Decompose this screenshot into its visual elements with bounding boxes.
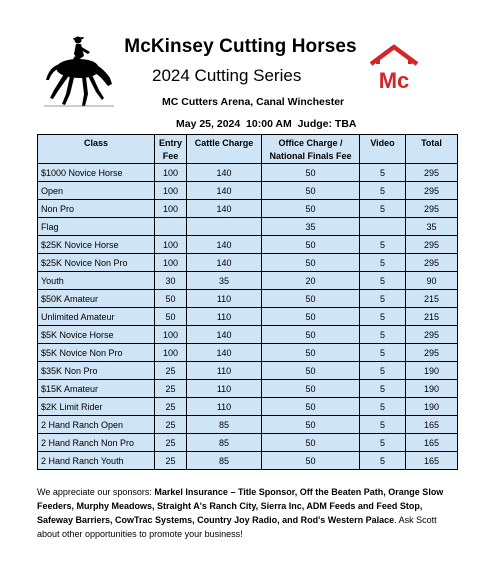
cell-cattle: 140 [187,344,262,362]
table-row [38,218,458,236]
cell-office: 50 [262,254,360,272]
cell-total: 190 [406,380,458,398]
sponsors-outro: . Ask Scott about other opportunities to promote your business! [37,515,437,539]
table-row [38,200,458,218]
sponsors-list: Markel Insurance – Title Sponsor, Off the Beaten Path, Orange Slow Feeders, Murphy Meadows, Straight A's Ranch City, Sierra Inc, ADM Feeds and Feed Stop, Safeway Barriers, CowTrac Systems, Country Joy Radio, and Rod's Western Palace [37,487,444,525]
cell-video: 5 [360,362,406,380]
table-row [38,452,458,470]
cell-cattle: 110 [187,380,262,398]
cell-office: 50 [262,308,360,326]
cell-total: 190 [406,398,458,416]
table-row [38,398,458,416]
cell-office: 50 [262,182,360,200]
cell-class: $1000 Novice Horse [38,164,155,182]
header-video: Video [360,135,406,164]
cell-cattle: 140 [187,200,262,218]
sponsors-intro: We appreciate our sponsors: [37,487,155,497]
cell-office: 50 [262,380,360,398]
cell-office: 50 [262,326,360,344]
cell-entry: 100 [155,164,187,182]
cell-video: 5 [360,200,406,218]
header-office-charge: Office Charge / National Finals Fee [262,135,360,164]
date-judge-line: May 25, 2024 10:00 AM Judge: TBA [176,118,357,130]
header-class: Class [38,135,155,164]
cell-class: 2 Hand Ranch Youth [38,452,155,470]
cell-video: 5 [360,308,406,326]
cell-cattle: 110 [187,308,262,326]
cell-class: $35K Non Pro [38,362,155,380]
table-row [38,182,458,200]
cell-video: 5 [360,182,406,200]
cell-class: $2K Limit Rider [38,398,155,416]
cell-cattle: 35 [187,272,262,290]
cell-entry: 25 [155,452,187,470]
cell-video: 5 [360,344,406,362]
cell-video: 5 [360,290,406,308]
mc-logo-text: Mc [378,68,410,93]
mc-barn-logo-icon [368,44,420,94]
cell-entry [155,218,187,236]
cell-entry: 100 [155,254,187,272]
cell-office: 50 [262,164,360,182]
cell-total: 165 [406,416,458,434]
header-entry-fee: Entry Fee [155,135,187,164]
table-row [38,254,458,272]
cell-class: $50K Amateur [38,290,155,308]
cell-cattle: 140 [187,326,262,344]
table-row [38,344,458,362]
cell-class: Non Pro [38,200,155,218]
cell-cattle: 85 [187,416,262,434]
cell-total: 35 [406,218,458,236]
header-total: Total [406,135,458,164]
cell-entry: 25 [155,362,187,380]
table-row [38,362,458,380]
cell-class: $15K Amateur [38,380,155,398]
cell-video: 5 [360,452,406,470]
cell-video: 5 [360,326,406,344]
cell-class: $5K Novice Horse [38,326,155,344]
cell-total: 215 [406,290,458,308]
header-cattle-charge: Cattle Charge [187,135,262,164]
cell-class: Unlimited Amateur [38,308,155,326]
cell-entry: 100 [155,200,187,218]
cell-video: 5 [360,254,406,272]
cell-video: 5 [360,164,406,182]
cell-cattle: 140 [187,182,262,200]
cell-total: 295 [406,182,458,200]
cell-total: 295 [406,236,458,254]
cell-office: 20 [262,272,360,290]
cell-office: 50 [262,362,360,380]
table-row [38,380,458,398]
venue-line: MC Cutters Arena, Canal Winchester [162,96,345,108]
cell-entry: 100 [155,344,187,362]
series-subtitle: 2024 Cutting Series [152,66,302,85]
cell-total: 295 [406,344,458,362]
table-row [38,416,458,434]
cell-cattle: 85 [187,434,262,452]
table-row [38,290,458,308]
cell-entry: 25 [155,398,187,416]
cell-cattle: 140 [187,164,262,182]
fee-schedule-table [37,134,458,470]
page-title: McKinsey Cutting Horses [124,36,357,57]
cell-cattle [187,218,262,236]
cell-total: 90 [406,272,458,290]
cell-office: 50 [262,290,360,308]
cell-video: 5 [360,272,406,290]
cell-total: 295 [406,164,458,182]
cell-cattle: 110 [187,362,262,380]
cell-total: 295 [406,200,458,218]
cell-office: 50 [262,434,360,452]
cell-office: 50 [262,416,360,434]
cell-entry: 25 [155,434,187,452]
cell-cattle: 140 [187,236,262,254]
cell-total: 165 [406,434,458,452]
cell-video: 5 [360,398,406,416]
cell-entry: 50 [155,290,187,308]
cell-total: 190 [406,362,458,380]
cell-office: 35 [262,218,360,236]
cell-class: Open [38,182,155,200]
cell-class: $25K Novice Non Pro [38,254,155,272]
cell-class: Flag [38,218,155,236]
table-row [38,326,458,344]
cell-class: Youth [38,272,155,290]
cell-entry: 30 [155,272,187,290]
cell-class: 2 Hand Ranch Non Pro [38,434,155,452]
cell-cattle: 110 [187,398,262,416]
sponsors-paragraph [37,485,447,541]
cell-office: 50 [262,452,360,470]
table-row [38,272,458,290]
cell-office: 50 [262,398,360,416]
table-row [38,164,458,182]
cell-entry: 25 [155,380,187,398]
cell-cattle: 140 [187,254,262,272]
table-row [38,236,458,254]
cell-total: 165 [406,452,458,470]
table-row [38,434,458,452]
table-header-row [38,135,458,164]
cell-office: 50 [262,200,360,218]
cell-total: 295 [406,326,458,344]
cell-class: 2 Hand Ranch Open [38,416,155,434]
cell-total: 295 [406,254,458,272]
cell-total: 215 [406,308,458,326]
cell-entry: 50 [155,308,187,326]
table-row [38,308,458,326]
cell-class: $25K Novice Horse [38,236,155,254]
cell-class: $5K Novice Non Pro [38,344,155,362]
cell-cattle: 110 [187,290,262,308]
cell-video: 5 [360,434,406,452]
cell-video: 5 [360,380,406,398]
cell-office: 50 [262,236,360,254]
cell-entry: 100 [155,182,187,200]
cell-video: 5 [360,416,406,434]
cell-office: 50 [262,344,360,362]
cell-entry: 25 [155,416,187,434]
cell-video [360,218,406,236]
cell-video: 5 [360,236,406,254]
cell-cattle: 85 [187,452,262,470]
cell-entry: 100 [155,236,187,254]
cell-entry: 100 [155,326,187,344]
